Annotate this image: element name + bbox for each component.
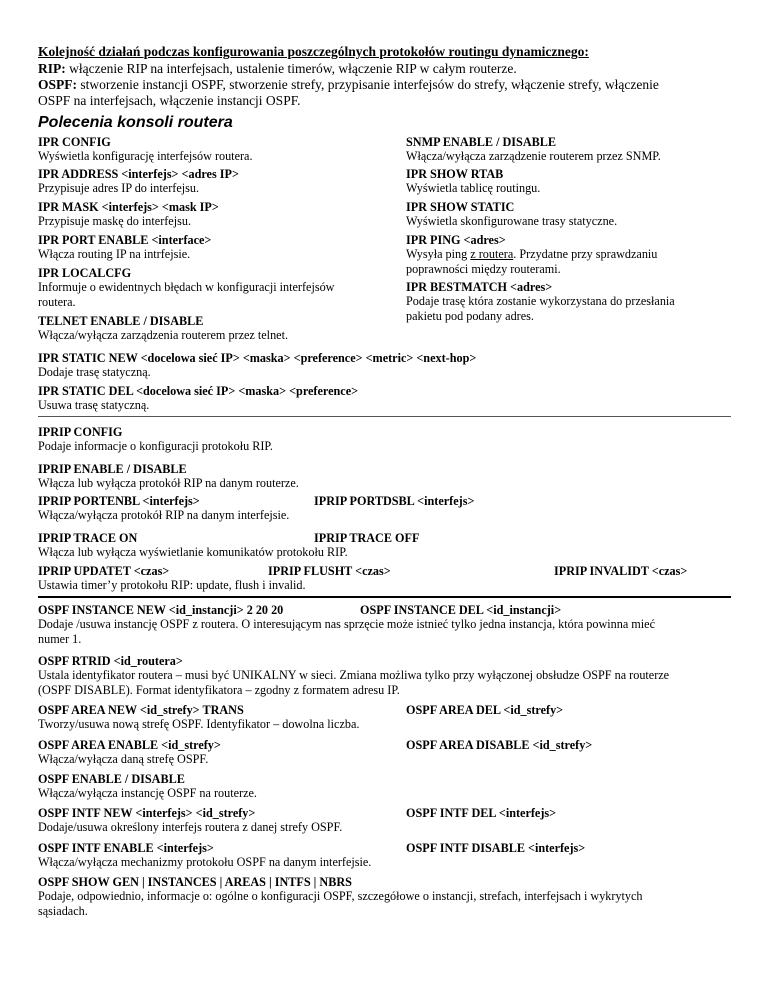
cmd-ospf-show: OSPF SHOW GEN | INSTANCES | AREAS | INTFS | NBRS [38,875,352,889]
desc-ospf-area-new: Tworzy/usuwa nową strefę OSPF. Identyfikator – dowolna liczba. [38,717,360,731]
desc-iprip-config: Podaje informacje o konfiguracji protokołu RIP. [38,439,273,453]
desc-ipr-mask: Przypisuje maskę do interfejsu. [38,214,191,228]
cmd-ipr-address: IPR ADDRESS <interfejs> <adres IP> [38,167,239,181]
intro-title: Kolejność działań podczas konfigurowania poszczególnych protokołów routingu dynamicznego: [38,44,589,59]
cmd-ospf-enable: OSPF ENABLE / DISABLE [38,772,185,786]
desc-ipr-bestmatch-2: pakietu pod podany adres. [406,309,534,323]
desc-ospf-enable: Włącza/wyłącza instancję OSPF na routerze. [38,786,257,800]
intro-ospf-line [38,77,659,93]
cmd-ipr-config: IPR CONFIG [38,135,111,149]
cmd-ipr-static-del: IPR STATIC DEL <docelowa sieć IP> <maska> <preference> [38,384,359,398]
cmd-ospf-intf-enable: OSPF INTF ENABLE <interfejs> [38,841,214,855]
desc-ipr-static-del: Usuwa trasę statyczną. [38,398,150,412]
ospf-label: OSPF: [38,77,77,92]
cmd-ipr-bestmatch: IPR BESTMATCH <adres> [406,280,553,294]
desc-iprip-timers: Ustawia timer’y protokołu RIP: update, flush i invalid. [38,578,306,592]
desc-ospf-intf-enable: Włącza/wyłącza mechanizmy protokołu OSPF na danym interfejsie. [38,855,372,869]
desc-ospf-area-enable: Włącza/wyłącza daną strefę OSPF. [38,752,209,766]
cmd-ospf-area-disable: OSPF AREA DISABLE <id_strefy> [406,738,593,752]
cmd-ospf-intf-new: OSPF INTF NEW <interfejs> <id_strefy> [38,806,256,820]
desc-ospf-rtrid-2: (OSPF DISABLE). Format identyfikatora – zgodny z formatem adresu IP. [38,683,400,697]
desc-ipr-bestmatch-1: Podaje trasę która zostanie wykorzystana do przesłania [406,294,675,308]
desc-ipr-localcfg-1: Informuje o ewidentnych błędach w konfiguracji interfejsów [38,280,335,294]
cmd-ospf-area-new: OSPF AREA NEW <id_strefy> TRANS [38,703,244,717]
cmd-ipr-localcfg: IPR LOCALCFG [38,266,132,280]
cmd-iprip-portdsbl: IPRIP PORTDSBL <interfejs> [314,494,475,508]
cmd-ospf-instance-new: OSPF INSTANCE NEW <id_instancji> 2 20 20 [38,603,284,617]
cmd-iprip-flusht: IPRIP FLUSHT <czas> [268,564,391,578]
cmd-ipr-port-enable: IPR PORT ENABLE <interface> [38,233,212,247]
cmd-ospf-intf-del: OSPF INTF DEL <interfejs> [406,806,557,820]
desc-ospf-instance-1: Dodaje /usuwa instancję OSPF z routera. O interesującym nas sprzęcie może istnieć tylko jedna instancja, która powinna mieć [38,617,655,631]
cmd-ospf-instance-del: OSPF INSTANCE DEL <id_instancji> [360,603,562,617]
desc-ipr-show-rtab: Wyświetla tablicę routingu. [406,181,541,195]
cmd-iprip-config: IPRIP CONFIG [38,425,123,439]
cmd-ipr-ping: IPR PING <adres> [406,233,506,247]
cmd-ipr-show-static: IPR SHOW STATIC [406,200,515,214]
cmd-iprip-enable: IPRIP ENABLE / DISABLE [38,462,187,476]
desc-ipr-port-enable: Włącza routing IP na intrfejsie. [38,247,191,261]
desc-ipr-ping-a: Wysyła ping [406,247,471,261]
desc-ipr-config: Wyświetla konfigurację interfejsów routera. [38,149,253,163]
desc-snmp: Włącza/wyłącza zarządzenie routerem przez SNMP. [406,149,661,163]
desc-iprip-trace: Włącza lub wyłącza wyświetlanie komunikatów protokołu RIP. [38,545,348,559]
cmd-ospf-rtrid: OSPF RTRID <id_routera> [38,654,183,668]
desc-iprip-port: Włącza/wyłącza protokół RIP na danym interfejsie. [38,508,290,522]
section-heading: Polecenia konsoli routera [38,114,233,131]
cmd-iprip-invalidt: IPRIP INVALIDT <czas> [554,564,688,578]
cmd-ospf-intf-disable: OSPF INTF DISABLE <interfejs> [406,841,586,855]
desc-iprip-enable: Włącza lub wyłącza protokół RIP na danym routerze. [38,476,299,490]
rip-label: RIP: [38,61,66,76]
desc-ospf-show-1: Podaje, odpowiednio, informacje o: ogólne o konfiguracji OSPF, szczegółowe o instancji, strefach, interfejsach i wykrytych [38,889,643,903]
intro-rip-line [38,61,517,77]
ospf-text-1: stworzenie instancji OSPF, stworzenie strefy, przypisanie interfejsów do strefy, włączenie strefy, włączenie [77,77,659,92]
desc-ipr-ping-b: . Przydatne przy sprawdzaniu [513,247,658,261]
cmd-iprip-portenbl: IPRIP PORTENBL <interfejs> [38,494,200,508]
divider-ospf [38,596,731,598]
rip-text: włączenie RIP na interfejsach, ustalenie timerów, włączenie RIP w całym routerze. [65,61,517,76]
cmd-ipr-show-rtab: IPR SHOW RTAB [406,167,504,181]
cmd-iprip-trace-off: IPRIP TRACE OFF [314,531,420,545]
cmd-ipr-mask: IPR MASK <interfejs> <mask IP> [38,200,219,214]
desc-telnet: Włącza/wyłącza zarządzenia routerem przez telnet. [38,328,289,342]
cmd-iprip-trace-on: IPRIP TRACE ON [38,531,138,545]
cmd-ipr-static-new: IPR STATIC NEW <docelowa sieć IP> <maska> <preference> <metric> <next-hop> [38,351,477,365]
divider-rip [38,416,731,417]
desc-ipr-ping-1 [406,247,657,262]
cmd-ospf-area-del: OSPF AREA DEL <id_strefy> [406,703,564,717]
intro-ospf-line-2: OSPF na interfejsach, włączenie instancji OSPF. [38,93,301,108]
cmd-telnet: TELNET ENABLE / DISABLE [38,314,204,328]
desc-ospf-intf-new: Dodaje/usuwa określony interfejs routera z danej strefy OSPF. [38,820,343,834]
cmd-snmp: SNMP ENABLE / DISABLE [406,135,557,149]
desc-ipr-localcfg-2: routera. [38,295,76,309]
desc-ipr-ping-underlined: z routera [470,247,514,261]
desc-ipr-show-static: Wyświetla skonfigurowane trasy statyczne. [406,214,618,228]
desc-ospf-rtrid-1: Ustala identyfikator routera – musi być UNIKALNY w sieci. Zmiana możliwa tylko przy wyłączonej obsłudze OSPF na routerze [38,668,670,682]
desc-ospf-instance-2: numer 1. [38,632,82,646]
cmd-ospf-area-enable: OSPF AREA ENABLE <id_strefy> [38,738,221,752]
desc-ipr-ping-2: poprawności między routerami. [406,262,561,276]
desc-ipr-static-new: Dodaje trasę statyczną. [38,365,151,379]
desc-ospf-show-2: sąsiadach. [38,904,88,918]
cmd-iprip-updatet: IPRIP UPDATET <czas> [38,564,170,578]
desc-ipr-address: Przypisuje adres IP do interfejsu. [38,181,199,195]
